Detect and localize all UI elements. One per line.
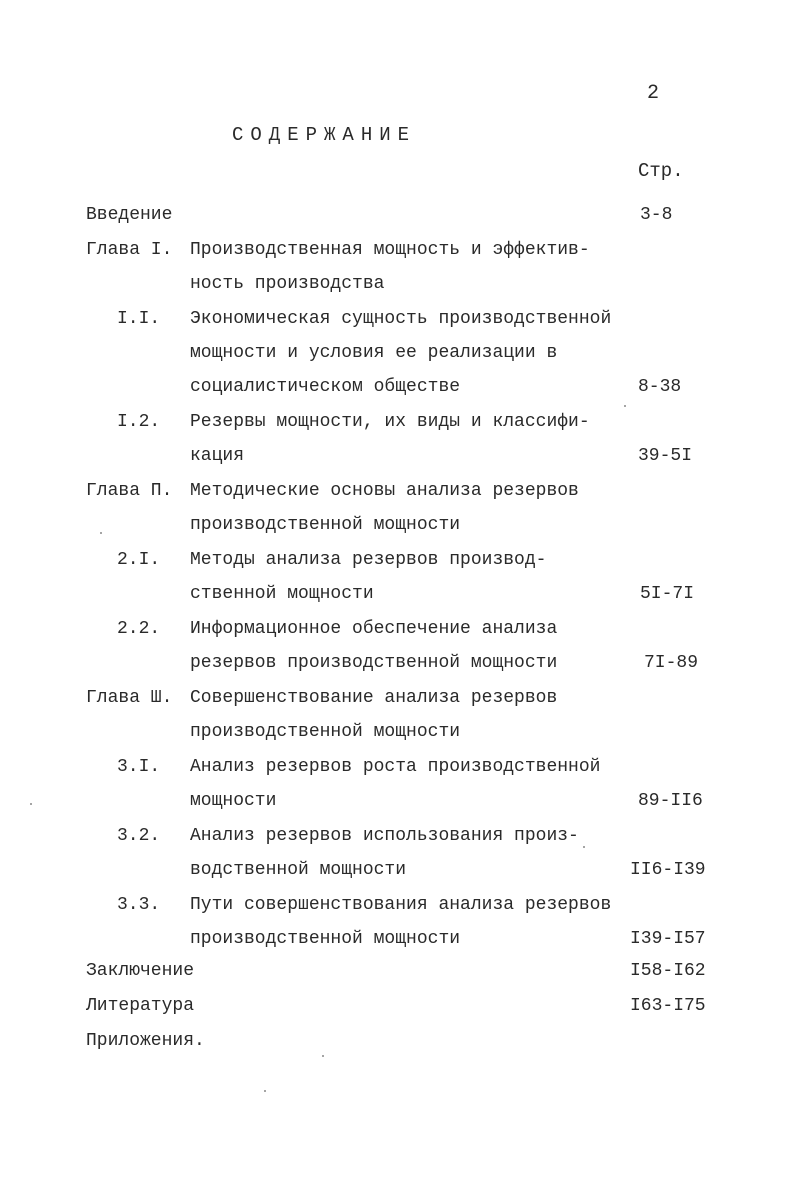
toc-section-2-2-pages: 7I-89 xyxy=(644,653,699,673)
toc-section-3-1-number: 3.I. xyxy=(117,757,161,777)
toc-section-1-1-number: I.I. xyxy=(117,309,161,329)
toc-section-1-1-title-cont: мощности и условия ее реализации в xyxy=(190,343,558,363)
toc-section-3-2-number: 3.2. xyxy=(117,826,161,846)
toc-chapter-3-label: Глава Ш. xyxy=(86,688,173,708)
toc-section-3-2-pages: II6-I39 xyxy=(630,860,706,880)
toc-section-3-3-number: 3.3. xyxy=(117,895,161,915)
toc-section-1-2-title: Резервы мощности, их виды и классифи- xyxy=(190,412,590,432)
toc-section-2-1-number: 2.I. xyxy=(117,550,161,570)
scan-speck xyxy=(624,405,626,407)
toc-chapter-3-title-cont: производственной мощности xyxy=(190,722,461,742)
toc-chapter-2-title-cont: производственной мощности xyxy=(190,515,461,535)
toc-section-1-1-title-cont2: социалистическом обществе xyxy=(190,377,461,397)
scan-speck xyxy=(322,1055,324,1057)
toc-entry-conclusion: Заключение xyxy=(86,961,195,981)
toc-section-1-2-pages: 39-5I xyxy=(638,446,693,466)
toc-chapter-1-label: Глава I. xyxy=(86,240,173,260)
toc-section-1-1-pages: 8-38 xyxy=(638,377,682,397)
scan-speck xyxy=(30,803,32,805)
toc-chapter-1-title-cont: ность производства xyxy=(190,274,385,294)
toc-section-3-2-title: Анализ резервов использования произ- xyxy=(190,826,579,846)
toc-section-2-1-pages: 5I-7I xyxy=(640,584,695,604)
toc-pages-conclusion: I58-I62 xyxy=(630,961,706,981)
toc-chapter-3-title: Совершенствование анализа резервов xyxy=(190,688,558,708)
toc-chapter-2-title: Методические основы анализа резервов xyxy=(190,481,579,501)
toc-entry-appendices: Приложения. xyxy=(86,1031,205,1051)
toc-section-3-1-pages: 89-II6 xyxy=(638,791,703,811)
toc-section-3-2-title-cont: водственной мощности xyxy=(190,860,407,880)
toc-section-2-1-title-cont: ственной мощности xyxy=(190,584,374,604)
toc-section-3-3-title-cont: производственной мощности xyxy=(190,929,461,949)
scan-speck xyxy=(583,846,585,848)
toc-section-2-2-title: Информационное обеспечение анализа xyxy=(190,619,558,639)
toc-chapter-2-label: Глава П. xyxy=(86,481,173,501)
toc-section-3-1-title-cont: мощности xyxy=(190,791,277,811)
scan-speck xyxy=(100,532,102,534)
toc-pages-literature: I63-I75 xyxy=(630,996,706,1016)
toc-section-1-2-number: I.2. xyxy=(117,412,161,432)
toc-section-3-3-pages: I39-I57 xyxy=(630,929,706,949)
scan-speck xyxy=(264,1090,266,1092)
toc-section-1-2-title-cont: кация xyxy=(190,446,245,466)
toc-chapter-1-title: Производственная мощность и эффектив- xyxy=(190,240,590,260)
page-title: СОДЕРЖАНИЕ xyxy=(232,124,417,146)
toc-section-2-2-title-cont: резервов производственной мощности xyxy=(190,653,558,673)
toc-entry-literature: Литература xyxy=(86,996,195,1016)
toc-section-3-3-title: Пути совершенствования анализа резервов xyxy=(190,895,612,915)
toc-section-2-1-title: Методы анализа резервов производ- xyxy=(190,550,547,570)
page-number: 2 xyxy=(647,82,660,105)
toc-section-2-2-number: 2.2. xyxy=(117,619,161,639)
toc-pages-introduction: 3-8 xyxy=(640,205,673,225)
toc-entry-introduction: Введение xyxy=(86,205,173,225)
page-column-header: Стр. xyxy=(638,160,684,182)
toc-section-3-1-title: Анализ резервов роста производственной xyxy=(190,757,601,777)
toc-section-1-1-title: Экономическая сущность производственной xyxy=(190,309,612,329)
